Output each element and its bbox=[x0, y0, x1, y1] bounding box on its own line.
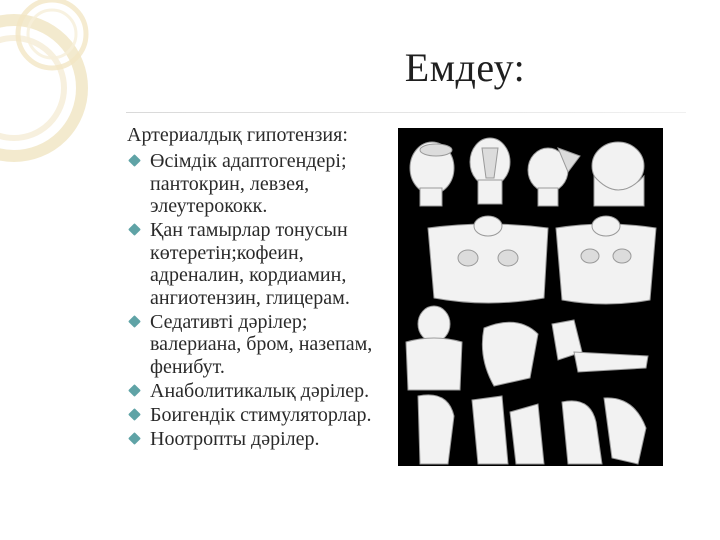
list-item-text: Анаболитикалық дәрілер. bbox=[150, 379, 370, 402]
diamond-bullet-icon bbox=[128, 223, 141, 236]
back-figure bbox=[406, 306, 462, 390]
list-item bbox=[130, 311, 400, 379]
arm-figure-1 bbox=[482, 322, 538, 386]
diamond-bullet-icon bbox=[128, 154, 141, 167]
head-figure-4 bbox=[592, 142, 644, 206]
head-figure-2 bbox=[470, 138, 510, 204]
diamond-bullet-icon bbox=[128, 432, 141, 445]
list-item-text: Боигендік стимуляторлар. bbox=[150, 403, 372, 426]
head-figure-3 bbox=[528, 148, 580, 206]
torso-figure-1 bbox=[428, 216, 548, 303]
diamond-bullet-icon bbox=[128, 315, 141, 328]
list-item-text: Ноотропты дәрілер. bbox=[150, 427, 320, 450]
leg-figure-1 bbox=[418, 395, 454, 464]
list-item bbox=[130, 380, 400, 403]
list-item bbox=[130, 404, 400, 427]
bullet-list bbox=[130, 150, 400, 452]
slide-title: Емдеу: bbox=[404, 45, 526, 90]
title-divider bbox=[126, 112, 686, 113]
list-item bbox=[130, 428, 400, 451]
arm-figure-2 bbox=[552, 320, 648, 372]
list-item-text: Қан тамырлар тонусын көтеретін;кофеин, адреналин, кордиамин, ангиотензин, глицерам. bbox=[150, 219, 350, 309]
list-item-text: Өсімдік адаптогендері; пантокрин, левзея, элеутерококк. bbox=[150, 150, 347, 217]
list-item bbox=[130, 150, 400, 218]
head-figure-1 bbox=[410, 142, 454, 206]
slide-subtitle: Артериалдық гипотензия: bbox=[127, 124, 348, 146]
torso-figure-2 bbox=[556, 216, 656, 304]
list-item bbox=[130, 219, 400, 309]
decorative-circles bbox=[0, 0, 140, 190]
massage-points-icon bbox=[398, 128, 663, 466]
massage-illustration bbox=[398, 128, 663, 466]
leg-figure-2 bbox=[472, 396, 544, 464]
leg-figure-3 bbox=[562, 398, 646, 464]
diamond-bullet-icon bbox=[128, 408, 141, 421]
diamond-bullet-icon bbox=[128, 384, 141, 397]
list-item-text: Седативті дәрілер; валериана, бром, назепам, фенибут. bbox=[150, 310, 373, 378]
